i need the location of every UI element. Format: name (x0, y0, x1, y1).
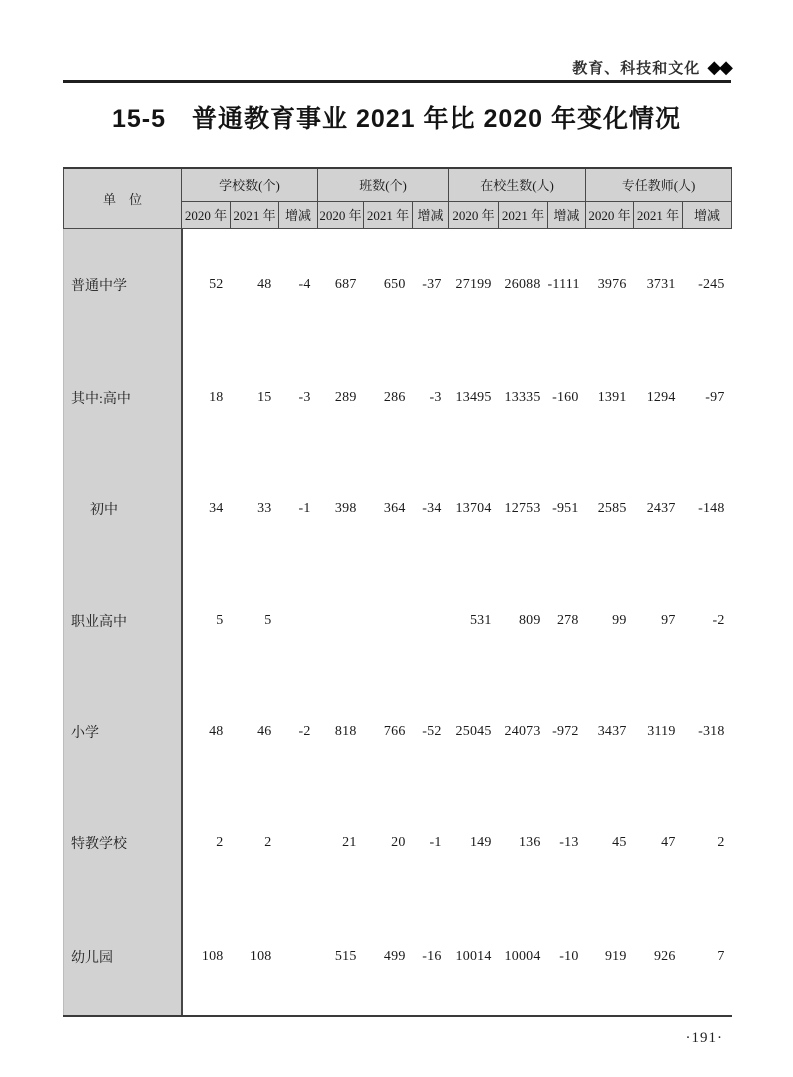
section-label: 教育、科技和文化 (572, 60, 701, 77)
row-label: 职业高中 (64, 565, 182, 676)
sub-header-cell: 2020 年 (586, 201, 634, 228)
data-cell: -97 (705, 389, 725, 405)
page-title: 15-5 普通教育事业 2021 年比 2020 年变化情况 (111, 105, 682, 133)
data-cell: 1294 (646, 389, 676, 405)
data-cell: 7 (683, 899, 732, 1016)
section-header (572, 57, 731, 78)
data-cell: 15 (257, 389, 272, 405)
sub-header-cell: 2020 年 (449, 201, 499, 228)
data-cell: 2 (216, 835, 224, 851)
table-row (64, 565, 732, 676)
table-row (64, 228, 732, 342)
data-cell: 926 (634, 899, 683, 1016)
data-cell: 809 (518, 612, 541, 628)
data-cell: 10004 (499, 899, 548, 1016)
data-cell: 2437 (646, 501, 676, 517)
data-cell: 47 (661, 835, 676, 851)
sub-header-cell: 2021 年 (231, 201, 279, 228)
page-number: ·191· (685, 1030, 723, 1046)
data-cell: 18 (209, 389, 224, 405)
data-cell: 289 (334, 389, 357, 405)
data-cell: 2 (264, 835, 272, 851)
group-header-cell: 在校生数(人) (449, 168, 586, 201)
education-stats-table (63, 167, 732, 1017)
data-cell: -37 (422, 277, 442, 293)
table-row (64, 788, 732, 899)
data-cell (318, 565, 364, 676)
data-cell: 3731 (646, 277, 676, 293)
data-cell: 10014 (449, 899, 499, 1016)
table-row (64, 676, 732, 787)
data-cell: 136 (518, 835, 541, 851)
sub-header-cell: 增减 (683, 201, 732, 228)
data-cell (279, 899, 318, 1016)
header-rule (63, 80, 731, 83)
data-cell: 2 (717, 835, 725, 851)
data-cell: -245 (698, 277, 725, 293)
data-cell: 5 (216, 612, 224, 628)
data-cell: 515 (318, 899, 364, 1016)
group-header-cell: 班数(个) (318, 168, 449, 201)
data-cell: 687 (334, 277, 357, 293)
data-cell: -148 (698, 501, 725, 517)
table-row (64, 899, 732, 1016)
row-label: 特教学校 (64, 788, 182, 899)
data-cell: -1 (298, 501, 311, 517)
data-cell: -10 (548, 899, 586, 1016)
data-cell: -951 (552, 501, 579, 517)
data-cell: 12753 (504, 501, 541, 517)
data-cell: 3119 (647, 723, 676, 739)
data-cell: -2 (712, 612, 725, 628)
data-cell: 25045 (455, 723, 492, 739)
sub-header-cell: 2020 年 (182, 201, 231, 228)
table-row (64, 342, 732, 453)
data-cell: 26088 (504, 277, 541, 293)
data-cell: -1 (429, 835, 442, 851)
row-label: 幼儿园 (64, 899, 182, 1016)
data-cell: -3 (298, 389, 311, 405)
data-cell: 13704 (455, 501, 492, 517)
data-cell: 13335 (504, 389, 541, 405)
data-cell: -318 (698, 723, 725, 739)
row-label: 初中 (64, 454, 182, 565)
data-cell: 919 (586, 899, 634, 1016)
data-cell: 20 (391, 835, 406, 851)
data-cell: 286 (383, 389, 406, 405)
data-cell: -972 (552, 723, 579, 739)
data-cell: 364 (383, 501, 406, 517)
sub-header-cell: 增减 (279, 201, 318, 228)
sub-header-cell: 2021 年 (634, 201, 683, 228)
data-cell: 3437 (597, 723, 627, 739)
diamond-icons: ◆◆ (707, 57, 731, 78)
data-cell: 97 (661, 612, 676, 628)
group-header-cell: 专任教师(人) (586, 168, 732, 201)
data-cell (364, 565, 413, 676)
data-cell: -16 (413, 899, 449, 1016)
data-cell: 278 (556, 612, 579, 628)
sub-header-cell: 2020 年 (318, 201, 364, 228)
header-group-row (64, 168, 732, 201)
data-cell: 531 (469, 612, 492, 628)
data-cell: 398 (334, 501, 357, 517)
data-cell: -52 (422, 723, 442, 739)
data-cell: 52 (209, 277, 224, 293)
data-cell: 3976 (597, 277, 627, 293)
data-cell: 45 (612, 835, 627, 851)
data-cell: -13 (559, 835, 579, 851)
group-header-cell: 学校数(个) (182, 168, 318, 201)
data-cell: 21 (342, 835, 357, 851)
data-cell: 650 (383, 277, 406, 293)
data-cell: 46 (257, 723, 272, 739)
data-cell: 48 (257, 277, 272, 293)
sub-header-cell: 增减 (413, 201, 449, 228)
data-cell: 108 (231, 899, 279, 1016)
data-cell: -2 (298, 723, 311, 739)
data-cell: 34 (209, 501, 224, 517)
data-cell (413, 565, 449, 676)
row-label: 小学 (64, 676, 182, 787)
row-label: 普通中学 (64, 228, 182, 342)
data-cell: 149 (469, 835, 492, 851)
data-cell: 99 (612, 612, 627, 628)
data-cell: 766 (383, 723, 406, 739)
data-cell: 33 (257, 501, 272, 517)
data-cell: -1111 (547, 277, 580, 293)
sub-header-cell: 2021 年 (499, 201, 548, 228)
sub-header-cell: 增减 (548, 201, 586, 228)
sub-header-cell: 2021 年 (364, 201, 413, 228)
data-cell (279, 565, 318, 676)
data-cell: -160 (552, 389, 579, 405)
data-cell: -4 (298, 277, 311, 293)
data-cell: 27199 (455, 277, 492, 293)
unit-header-cell: 单 位 (64, 168, 182, 228)
data-cell: -3 (429, 389, 442, 405)
data-cell: 48 (209, 723, 224, 739)
data-cell: 13495 (455, 389, 492, 405)
data-cell: 5 (264, 612, 272, 628)
data-cell: 818 (334, 723, 357, 739)
data-cell: 24073 (504, 723, 541, 739)
data-cell: 499 (364, 899, 413, 1016)
data-cell (279, 788, 318, 899)
data-cell: 2585 (597, 501, 627, 517)
row-label: 其中:高中 (64, 342, 182, 453)
data-cell: 1391 (597, 389, 627, 405)
table-row (64, 454, 732, 565)
data-cell: 108 (182, 899, 231, 1016)
data-cell: -34 (422, 501, 442, 517)
